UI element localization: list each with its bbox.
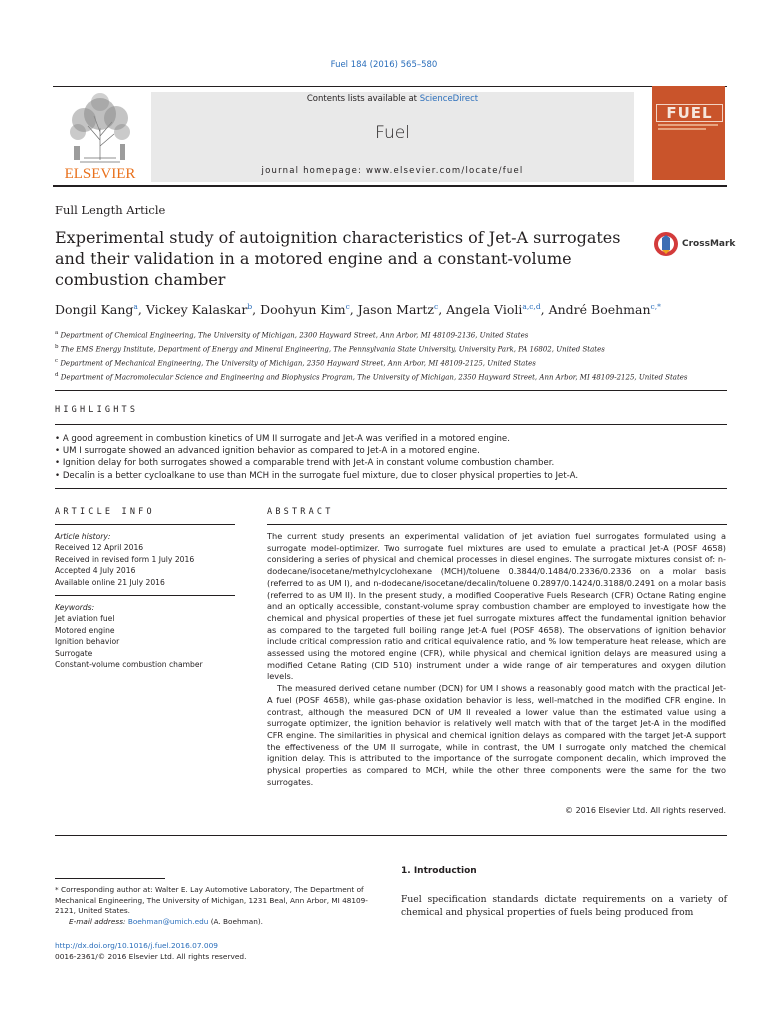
article-history-label: Article history: [55, 532, 111, 541]
history-item: Accepted 4 July 2016 [55, 566, 136, 576]
affiliation: $^b$ The EMS Energy Institute, Department of Energy and Mineral Engineering, The Pennsylvania State University, University Park, PA 16802, United States [55, 343, 605, 354]
section-rule [55, 488, 727, 489]
highlights-list [55, 433, 735, 482]
history-item: Available online 21 July 2016 [55, 577, 165, 587]
author-affiliation-marker[interactable]: c [433, 302, 439, 311]
doi-link[interactable]: http://dx.doi.org/10.1016/j.fuel.2016.07.009 [55, 941, 218, 950]
header-rule [53, 86, 727, 87]
keyword-item: Jet aviation fuel [55, 614, 115, 624]
abstract-body [267, 531, 726, 788]
header-rule-bottom [53, 185, 727, 187]
highlight-item: • Ignition delay for both surrogates showed a comparable trend with Jet-A in constant volume combustion chamber. [55, 457, 735, 469]
highlight-item: • A good agreement in combustion kinetics of UM II surrogate and Jet-A was verified in a motored engine. [55, 433, 735, 445]
article-history [55, 531, 235, 588]
affiliation: $^d$ Department of Macromolecular Science and Engineering and Biophysics Program, The University of Michigan, 2350 Hayward Street, Ann Arbor, MI 48109-2125, United States [55, 371, 688, 382]
article-history-list [55, 542, 235, 588]
affiliation: $^a$ Department of Chemical Engineering, The University of Michigan, 2300 Hayward Street, Ann Arbor, MI 48109-2136, United States [55, 330, 529, 340]
section-rule [55, 524, 235, 525]
journal-cover-thumbnail [652, 86, 725, 180]
affiliation: $^c$ Department of Mechanical Engineering, The University of Michigan, 2350 Hayward Street, Ann Arbor, MI 48109-2125, United States [55, 357, 536, 368]
author-affiliation-marker[interactable]: a [133, 302, 138, 311]
author-affiliation-marker[interactable]: c,* [650, 302, 661, 311]
email-line: E-mail address: Boehman@umich.edu (A. Boehman). [69, 916, 263, 926]
highlight-item: • Decalin is a better cycloalkane to use than MCH in the surrogate fuel mixture, due to closer physical properties to Jet-A. [55, 470, 735, 482]
keyword-item: Constant-volume combustion chamber [55, 660, 203, 670]
section-rule [55, 424, 727, 425]
highlight-item: • UM I surrogate showed an advanced ignition behavior as compared to Jet-A in a motored engine. [55, 445, 735, 457]
article-info-heading: ARTICLE INFO [55, 507, 155, 517]
cover-title: FUEL [656, 104, 723, 122]
footnote-rule [55, 878, 165, 879]
author-name[interactable]: André Boehman [548, 302, 651, 318]
highlights-heading: HIGHLIGHTS [55, 405, 139, 415]
author-affiliation-marker[interactable]: b [247, 302, 253, 311]
email-link[interactable]: Boehman@umich.edu [127, 916, 209, 926]
journal-name: Fuel [375, 123, 410, 143]
history-item: Received 12 April 2016 [55, 543, 144, 553]
author-affiliation-marker[interactable]: c [345, 302, 350, 311]
keywords [55, 602, 255, 670]
keyword-item: Surrogate [55, 648, 93, 658]
author-name[interactable]: Vickey Kalaskar [145, 302, 248, 318]
section-rule [55, 595, 235, 596]
author-name[interactable]: Doohyun Kim [260, 302, 346, 318]
corresponding-author-text: * Corresponding author at: Walter E. Lay Automotive Laboratory, The Department of Mechanical Engineering, The University of Michigan, 1231 Beal, Ann Arbor, MI 48109-2121, United States. [55, 885, 368, 916]
section-rule [55, 390, 727, 391]
affiliations [55, 328, 745, 384]
introduction-text: Fuel specification standards dictate requirements on a variety of chemical and physical properties of fuels being produced from [401, 894, 727, 918]
author-name[interactable]: Angela Violi [446, 302, 523, 318]
cover-subtitle-line [658, 128, 706, 130]
journal-homepage[interactable]: journal homepage: www.elsevier.com/locate/fuel [261, 166, 524, 176]
cover-subtitle-line [658, 124, 718, 126]
abstract-copyright: © 2016 Elsevier Ltd. All rights reserved. [565, 806, 726, 815]
keyword-item: Motored engine [55, 625, 115, 635]
history-item: Received in revised form 1 July 2016 [55, 554, 195, 564]
contents-line: Contents lists available at ScienceDirect [306, 94, 479, 104]
article-type: Full Length Article [55, 203, 166, 217]
keyword-item: Ignition behavior [55, 637, 120, 647]
article-title: Experimental study of autoignition characteristics of Jet-A surrogates and their validation in a motored engine and a constant-volume combustion chamber [55, 228, 621, 289]
author-list: Dongil Kang$^a$, Vickey Kalaskar$^b$, Doohyun Kim$^c$, Jason Martz$^c$, Angela Violi$^{a,c,d}$, André Boehman$^{c,*}$ [55, 302, 661, 318]
section-rule [267, 524, 727, 525]
section-rule [55, 835, 727, 836]
abstract-heading: ABSTRACT [267, 507, 334, 517]
elsevier-wordmark: ELSEVIER [64, 166, 136, 182]
issn-line: 0016-2361/© 2016 Elsevier Ltd. All rights reserved. [55, 951, 247, 961]
abstract-paragraph: The current study presents an experimental validation of jet aviation fuel surrogates formulated using a surrogate model-optimizer. Two surrogate fuel mixtures are used to emulate a practical Jet-A (POSF 4658) considering a series of physical and chemical processes in diesel engines. The surrogate mixtures consist of: n-dodecane/isocetane/methylcyclohexane (MCH)/toluene 0.3844/0.1484/0.2336/0.2336 on a molar basis (referred to as UM I), and n-dodecane/isocetane/decalin/toluene 0.2897/0.1424/0.3188/0.2491 on a molar basis (referred to as UM II). In the present study, a modified Cooperative Fuels Research (CFR) Octane Rating engine and an optically accessible, constant-volume spray combustion chamber are employed to investigate how the chemical and physical properties of these jet fuel surrogate mixtures affect the fundamental ignition behavior as compared to the targeted full boiling range Jet-A fuel (POSF 4658). The observations of ignition behavior include critical compression ratio and critical equivalence ratio, and % low temperature heat release, which are assessed using the motored engine (CFR), while physical and chemical ignition delays are measured using a modified Cetane Rating (CID 510) instrument under a wide range of air temperatures and oxygen dilution levels. [267, 531, 726, 682]
elsevier-tree-logo [54, 88, 146, 182]
author-affiliation-marker[interactable]: a,c,d [522, 302, 541, 311]
author-name[interactable]: Jason Martz [357, 302, 434, 318]
sciencedirect-link[interactable]: ScienceDirect [419, 94, 479, 104]
keywords-list [55, 613, 255, 670]
crossmark-label[interactable]: CrossMark [682, 239, 736, 249]
abstract-paragraph: The measured derived cetane number (DCN) for UM I shows a reasonably good match with the practical Jet-A fuel (POSF 4658), while gas-phase oxidation behavior is less, well-matched in the modified CFR engine. In contrast, although the measured DCN of UM II revealed a lower value than the estimated value using a surrogate optimizer, the ignition behavior is relatively well match with that of the target Jet-A in the modified CFR engine. The similarities in physical and chemical ignition delays as compared with the target Jet-A support the effectiveness of the UM II surrogate, while in contrast, the UM I surrogate only matched the chemical ignition delay. This is attributed to the importance of the surrogate component decalin, which improved the physical properties as compared to MCH, while the other three components were the same for the two surrogates. [267, 683, 726, 787]
corresponding-author-footnote [55, 885, 385, 927]
journal-citation[interactable]: Fuel 184 (2016) 565–580 [330, 60, 438, 70]
keywords-label: Keywords: [55, 603, 95, 612]
introduction-heading: 1. Introduction [401, 866, 477, 876]
author-name[interactable]: Dongil Kang [55, 302, 134, 318]
doi-block [55, 941, 385, 963]
